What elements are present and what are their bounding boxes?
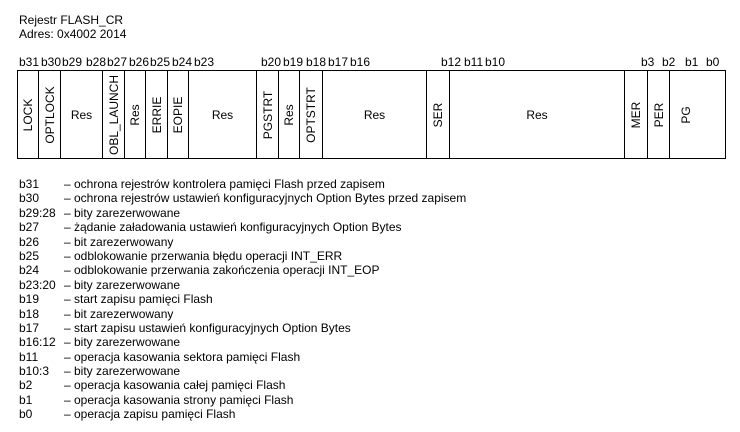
description-bits: b24 [19, 263, 40, 278]
bit-label: b20 [261, 55, 282, 69]
description-text: – operacja kasowania całej pamięci Flash [64, 378, 286, 393]
description-bits: b27 [19, 220, 40, 235]
bit-label: b2 [662, 55, 676, 69]
register-field [648, 71, 670, 158]
description-bits: b25 [19, 248, 40, 263]
description-text: – operacja zapisu pamięci Flash [64, 407, 236, 422]
description-bits: b16:12 [19, 335, 56, 350]
description-text: – start zapisu pamięci Flash [64, 292, 213, 307]
bit-label: b12 [441, 55, 462, 69]
description-text: – start zapisu ustawień konfiguracyjnych Option Bytes [64, 320, 351, 335]
register-field [670, 71, 701, 158]
bit-label: b27 [107, 55, 128, 69]
bit-label: b25 [150, 55, 171, 69]
register-field-label: OPTLOCK [42, 85, 57, 144]
bit-label: b29 [62, 55, 83, 69]
description-bits: b2 [19, 378, 33, 393]
description-bits: b11 [19, 349, 39, 364]
description-text: – żądanie załadowania ustawień konfiguracyjnych Option Bytes [64, 220, 402, 235]
register-field [189, 71, 257, 158]
register-field [279, 71, 300, 158]
register-address: Adres: 0x4002 2014 [19, 27, 127, 41]
bit-label: b23 [194, 55, 215, 69]
description-text: – ochrona rejestrów kontrolera pamięci Flash przed zapisem [64, 177, 385, 191]
description-bits: b0 [19, 407, 33, 422]
description-bits: b30 [19, 191, 40, 206]
description-text: – bity zarezerwowane [64, 364, 181, 379]
register-title: Rejestr FLASH_CR [19, 13, 124, 27]
bit-label: b3 [641, 55, 655, 69]
description-text: – bity zarezerwowane [64, 205, 181, 220]
description-text: – ochrona rejestrów ustawień konfiguracyjnych Option Bytes przed zapisem [64, 191, 467, 206]
description-text: – operacja kasowania sektora pamięci Flash [64, 349, 301, 364]
register-field [427, 71, 450, 158]
bit-label: b26 [129, 55, 150, 69]
description-bits: b19 [19, 292, 40, 307]
description-text: – operacja kasowania strony pamięci Flash [64, 392, 294, 407]
register-field [300, 71, 323, 158]
bit-label: b30 [41, 55, 62, 69]
register-field-label: MER [629, 101, 643, 128]
description-bits: b29:28 [19, 205, 56, 220]
bit-label: b16 [350, 55, 371, 69]
register-field-label: OPTSTRT [304, 86, 318, 143]
register-field-label: LOCK [21, 98, 35, 131]
register-field-label: Res [526, 107, 548, 122]
register-field-label: PG [678, 105, 693, 124]
description-bits: b1 [19, 392, 33, 407]
register-field-label: Res [282, 103, 296, 126]
register-field [146, 71, 168, 158]
register-field-label: ERRIE [149, 96, 164, 133]
description-text: – bity zarezerwowane [64, 335, 181, 350]
bit-label: b17 [328, 55, 349, 69]
register-field [39, 71, 61, 158]
register-field [18, 71, 39, 158]
register-field-label: EOPIE [171, 96, 185, 133]
bit-label: b18 [306, 55, 327, 69]
description-text: – odblokowanie przerwania zakończenia operacji INT_EOP [64, 263, 380, 278]
register-diagram [17, 70, 726, 159]
description-bits: b18 [19, 306, 40, 321]
bit-label: b24 [172, 55, 193, 69]
bit-label: b19 [283, 55, 304, 69]
description-bits: b17 [19, 320, 40, 335]
description-bits: b26 [19, 234, 40, 249]
register-field-label: OBL_LAUNCH [106, 74, 121, 155]
register-field-label: Res [363, 107, 386, 122]
bit-label: b0 [706, 55, 720, 69]
register-field [323, 71, 427, 158]
register-field [61, 71, 103, 158]
description-text: – bity zarezerwowane [64, 277, 181, 292]
bit-label: b1 [685, 55, 699, 69]
bit-label: b11 [464, 55, 484, 69]
description-text: – odblokowanie przerwania błędu operacji INT_ERR [64, 248, 343, 263]
register-field [450, 71, 625, 158]
register-field-label: PER [651, 102, 666, 127]
register-field [103, 71, 125, 158]
bit-label: b10 [485, 55, 506, 69]
register-field-label: Res [211, 107, 234, 122]
description-bits: b23:20 [19, 277, 56, 292]
register-field [625, 71, 648, 158]
register-field [125, 71, 146, 158]
register-field-label: SER [431, 102, 445, 127]
description-bits: b31 [19, 177, 40, 191]
bit-label: b31 [19, 55, 40, 69]
register-field-label: Res [128, 103, 142, 126]
register-field-label: PGSTRT [260, 90, 275, 139]
register-field-label: Res [70, 107, 93, 122]
description-text: – bit zarezerwowany [64, 306, 174, 321]
bit-label: b28 [86, 55, 107, 69]
register-field [168, 71, 189, 158]
description-bits: b10:3 [19, 364, 50, 379]
register-field [257, 71, 279, 158]
description-text: – bit zarezerwowany [64, 234, 174, 249]
